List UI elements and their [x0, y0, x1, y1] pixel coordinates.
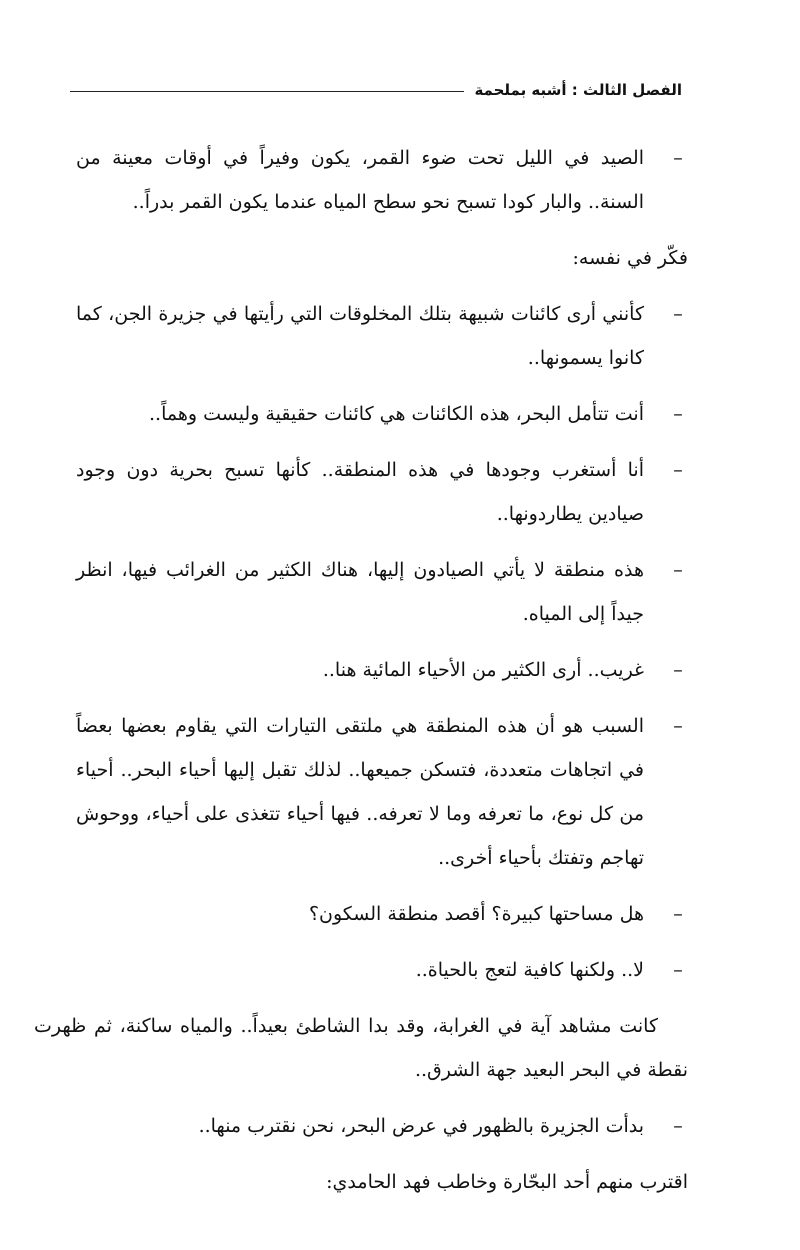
dialogue-line — [76, 292, 688, 380]
dash-mark: – — [673, 959, 683, 981]
dialogue-text: أنا أستغرب وجودها في هذه المنطقة.. كأنها تسبح بحرية دون وجود صيادين يطاردونها.. — [76, 459, 644, 525]
dash-mark: – — [673, 147, 683, 169]
dash-mark: – — [673, 903, 683, 925]
dash-mark: – — [673, 559, 683, 581]
dash-mark: – — [673, 403, 683, 425]
dialogue-line — [76, 948, 688, 992]
header-rule — [70, 91, 464, 92]
narration-paragraph: فكّر في نفسه: — [572, 247, 688, 269]
dash-mark: – — [673, 715, 683, 737]
dialogue-text: كأنني أرى كائنات شبيهة بتلك المخلوقات التي رأيتها في جزيرة الجن، كما كانوا يسمونها.. — [76, 303, 644, 369]
dialogue-text: غريب.. أرى الكثير من الأحياء المائية هنا.. — [322, 659, 644, 681]
dialogue-line — [76, 648, 688, 692]
dialogue-text: الصيد في الليل تحت ضوء القمر، يكون وفيراً في أوقات معينة من السنة.. والبار كودا تسبح نحو سطح المياه عندما يكون القمر بدراً.. — [76, 147, 644, 213]
page-body — [34, 136, 688, 1216]
dash-mark: – — [673, 459, 683, 481]
dash-mark: – — [673, 659, 683, 681]
dialogue-line — [76, 704, 688, 880]
narration-paragraph: اقترب منهم أحد البحّارة وخاطب فهد الحامدي: — [326, 1171, 688, 1193]
dialogue-text: بدأت الجزيرة بالظهور في عرض البحر، نحن نقترب منها.. — [198, 1115, 644, 1137]
dialogue-line — [76, 392, 688, 436]
dialogue-text: السبب هو أن هذه المنطقة هي ملتقى التيارات التي يقاوم بعضها بعضاً في اتجاهات متعددة، فتسكن جميعها.. لذلك تقبل إليها أحياء البحر.. أحياء من كل نوع، ما تعرفه وما لا تعرفه.. فيها أحياء تتغذى على أحياء، ووحوش تهاجم وتفتك بأحياء أخرى.. — [76, 715, 644, 869]
dialogue-line — [76, 1104, 688, 1148]
chapter-title: الفصل الثالث : أشبه بملحمة — [474, 81, 682, 99]
narration-paragraph: كانت مشاهد آية في الغرابة، وقد بدا الشاطئ بعيداً.. والمياه ساكنة، ثم ظهرت نقطة في البحر البعيد جهة الشرق.. — [34, 1015, 688, 1081]
dialogue-text: هذه منطقة لا يأتي الصيادون إليها، هناك الكثير من الغرائب فيها، انظر جيداً إلى المياه. — [76, 559, 644, 625]
dialogue-text: لا.. ولكنها كافية لتعج بالحياة.. — [415, 959, 644, 981]
dialogue-text: أنت تتأمل البحر، هذه الكائنات هي كائنات حقيقية وليست وهماً.. — [149, 403, 644, 425]
running-header — [70, 76, 682, 104]
dash-mark: – — [673, 303, 683, 325]
dialogue-text: هل مساحتها كبيرة؟ أقصد منطقة السكون؟ — [308, 903, 644, 925]
dialogue-line — [76, 548, 688, 636]
dialogue-line — [76, 448, 688, 536]
dialogue-line — [76, 892, 688, 936]
dialogue-line — [76, 136, 688, 224]
dash-mark: – — [673, 1115, 683, 1137]
